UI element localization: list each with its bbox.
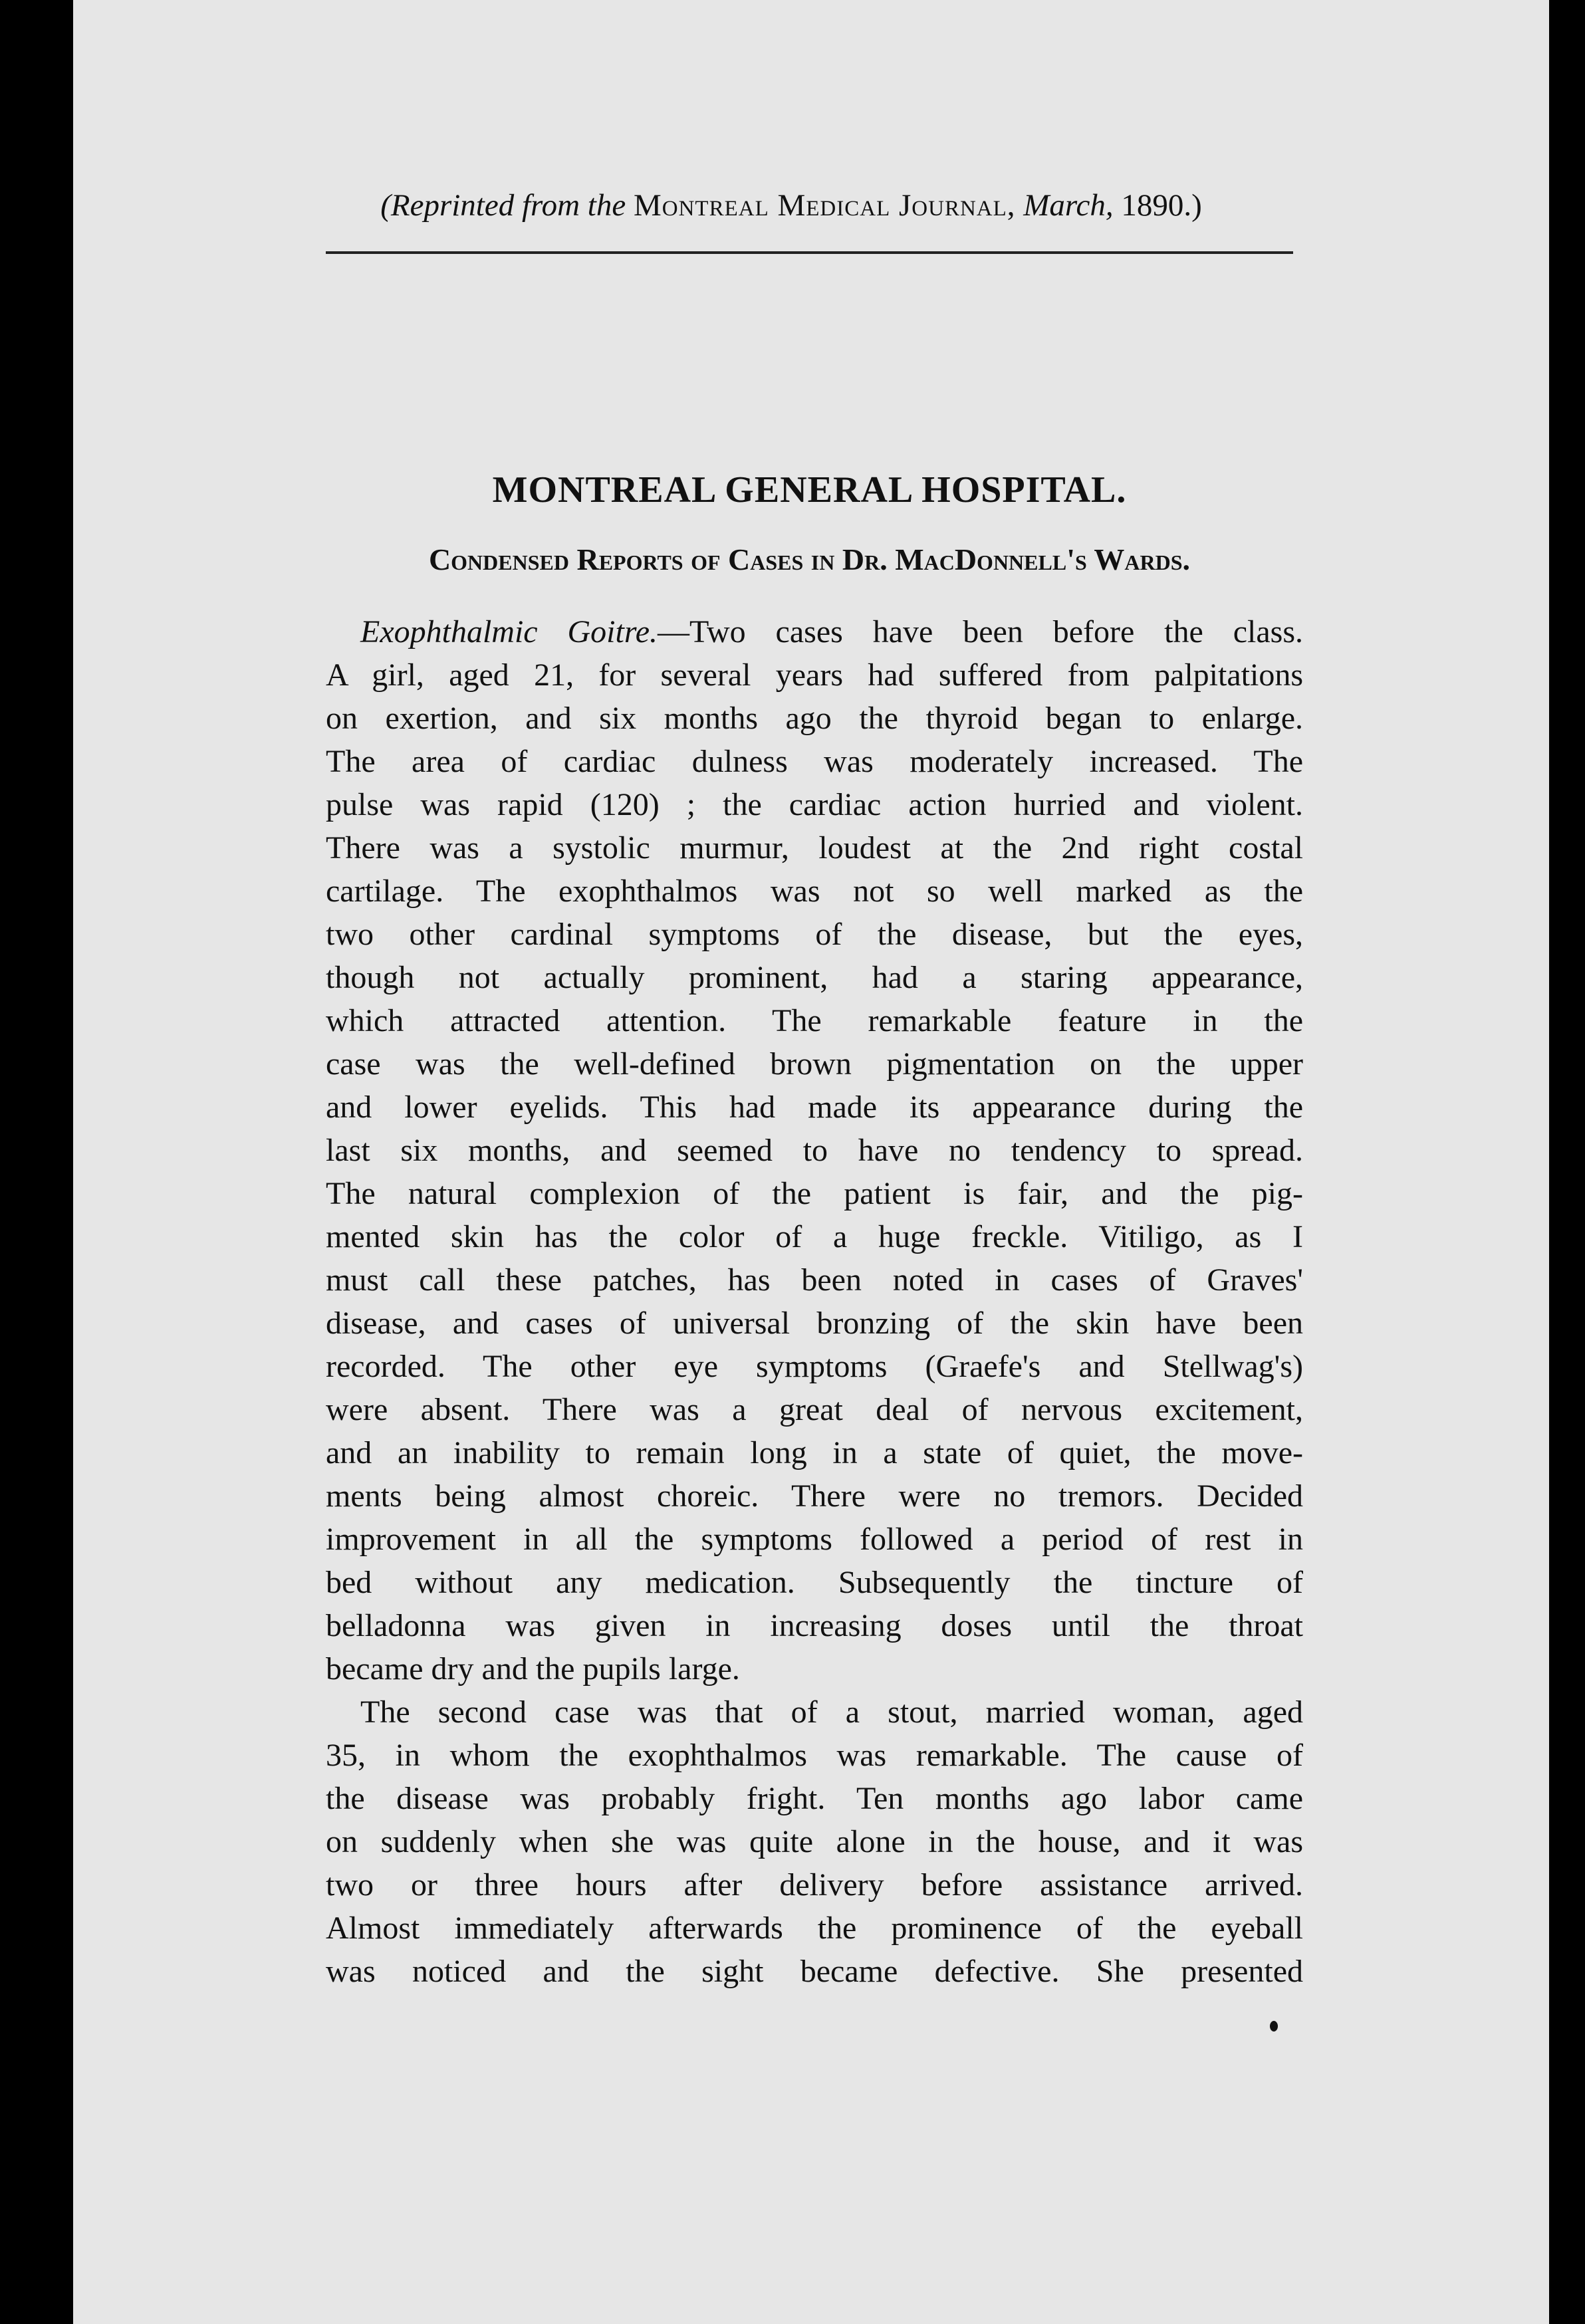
first-line-text: —Two cases have been before the class. — [658, 614, 1303, 649]
text-line: though not actually prominent, had a staring appearance, — [326, 960, 1303, 995]
reprint-header — [293, 187, 1290, 223]
text-line: must call these patches, has been noted in cases of Graves' — [326, 1262, 1303, 1298]
text-line: mented skin has the color of a huge freckle. Vitiligo, as I — [326, 1219, 1303, 1254]
text-line: and lower eyelids. This had made its appearance during the — [326, 1090, 1303, 1125]
text-line: and an inability to remain long in a state of quiet, the move- — [326, 1435, 1303, 1470]
text-line: last six months, and seemed to have no tendency to spread. — [326, 1133, 1303, 1168]
article-body — [326, 610, 1303, 1993]
text-line: two other cardinal symptoms of the disease, but the eyes, — [326, 917, 1303, 952]
header-date: March, — [1023, 188, 1114, 223]
text-line: bed without any medication. Subsequently the tincture of — [326, 1565, 1303, 1600]
paragraph-1 — [326, 653, 1303, 1690]
first-line — [326, 610, 1303, 653]
header-open-paren: ( — [380, 188, 391, 223]
header-year: 1890.) — [1121, 188, 1202, 223]
text-line: cartilage. The exophthalmos was not so well marked as the — [326, 873, 1303, 909]
text-line: belladonna was given in increasing doses until the throat — [326, 1608, 1303, 1643]
text-line: the disease was probably fright. Ten months ago labor came — [326, 1781, 1303, 1816]
text-line: The natural complexion of the patient is fair, and the pig- — [326, 1176, 1303, 1211]
article-title: MONTREAL GENERAL HOSPITAL. — [492, 469, 1127, 511]
section-lead: Exophthalmic Goitre. — [360, 614, 658, 649]
text-line: disease, and cases of universal bronzing of the skin have been — [326, 1306, 1303, 1341]
text-line: The area of cardiac dulness was moderately increased. The — [326, 744, 1303, 779]
header-journal: Montreal Medical Journal, — [633, 188, 1016, 223]
text-line: were absent. There was a great deal of nervous excitement, — [326, 1392, 1303, 1427]
paragraph-2 — [326, 1690, 1303, 1993]
header-rule — [326, 251, 1293, 254]
article-subtitle: Condensed Reports of Cases in Dr. MacDonnell's Wards. — [428, 542, 1191, 576]
text-line: case was the well-defined brown pigmentation on the upper — [326, 1046, 1303, 1082]
ink-speck — [1270, 2021, 1278, 2032]
text-line: Almost immediately afterwards the prominence of the eyeball — [326, 1911, 1303, 1946]
text-line: 35, in whom the exophthalmos was remarkable. The cause of — [326, 1738, 1303, 1773]
text-line: on suddenly when she was quite alone in the house, and it was — [326, 1824, 1303, 1859]
text-line: The second case was that of a stout, married woman, aged — [360, 1694, 1303, 1730]
text-line: ments being almost choreic. There were no tremors. Decided — [326, 1478, 1303, 1514]
text-line: pulse was rapid (120) ; the cardiac action hurried and violent. — [326, 787, 1303, 822]
header-reprinted: Reprinted from the — [390, 188, 626, 223]
text-line: was noticed and the sight became defective. She presented — [326, 1954, 1303, 1989]
text-line: on exertion, and six months ago the thyroid began to enlarge. — [326, 701, 1303, 736]
text-line: improvement in all the symptoms followed a period of rest in — [326, 1522, 1303, 1557]
text-line: became dry and the pupils large. — [326, 1651, 740, 1686]
text-line: There was a systolic murmur, loudest at the 2nd right costal — [326, 830, 1303, 866]
text-line: A girl, aged 21, for several years had suffered from palpitations — [326, 657, 1303, 693]
text-line: recorded. The other eye symptoms (Graefe's and Stellwag's) — [326, 1349, 1303, 1384]
text-line: two or three hours after delivery before assistance arrived. — [326, 1867, 1303, 1903]
text-line: which attracted attention. The remarkable feature in the — [326, 1003, 1303, 1038]
